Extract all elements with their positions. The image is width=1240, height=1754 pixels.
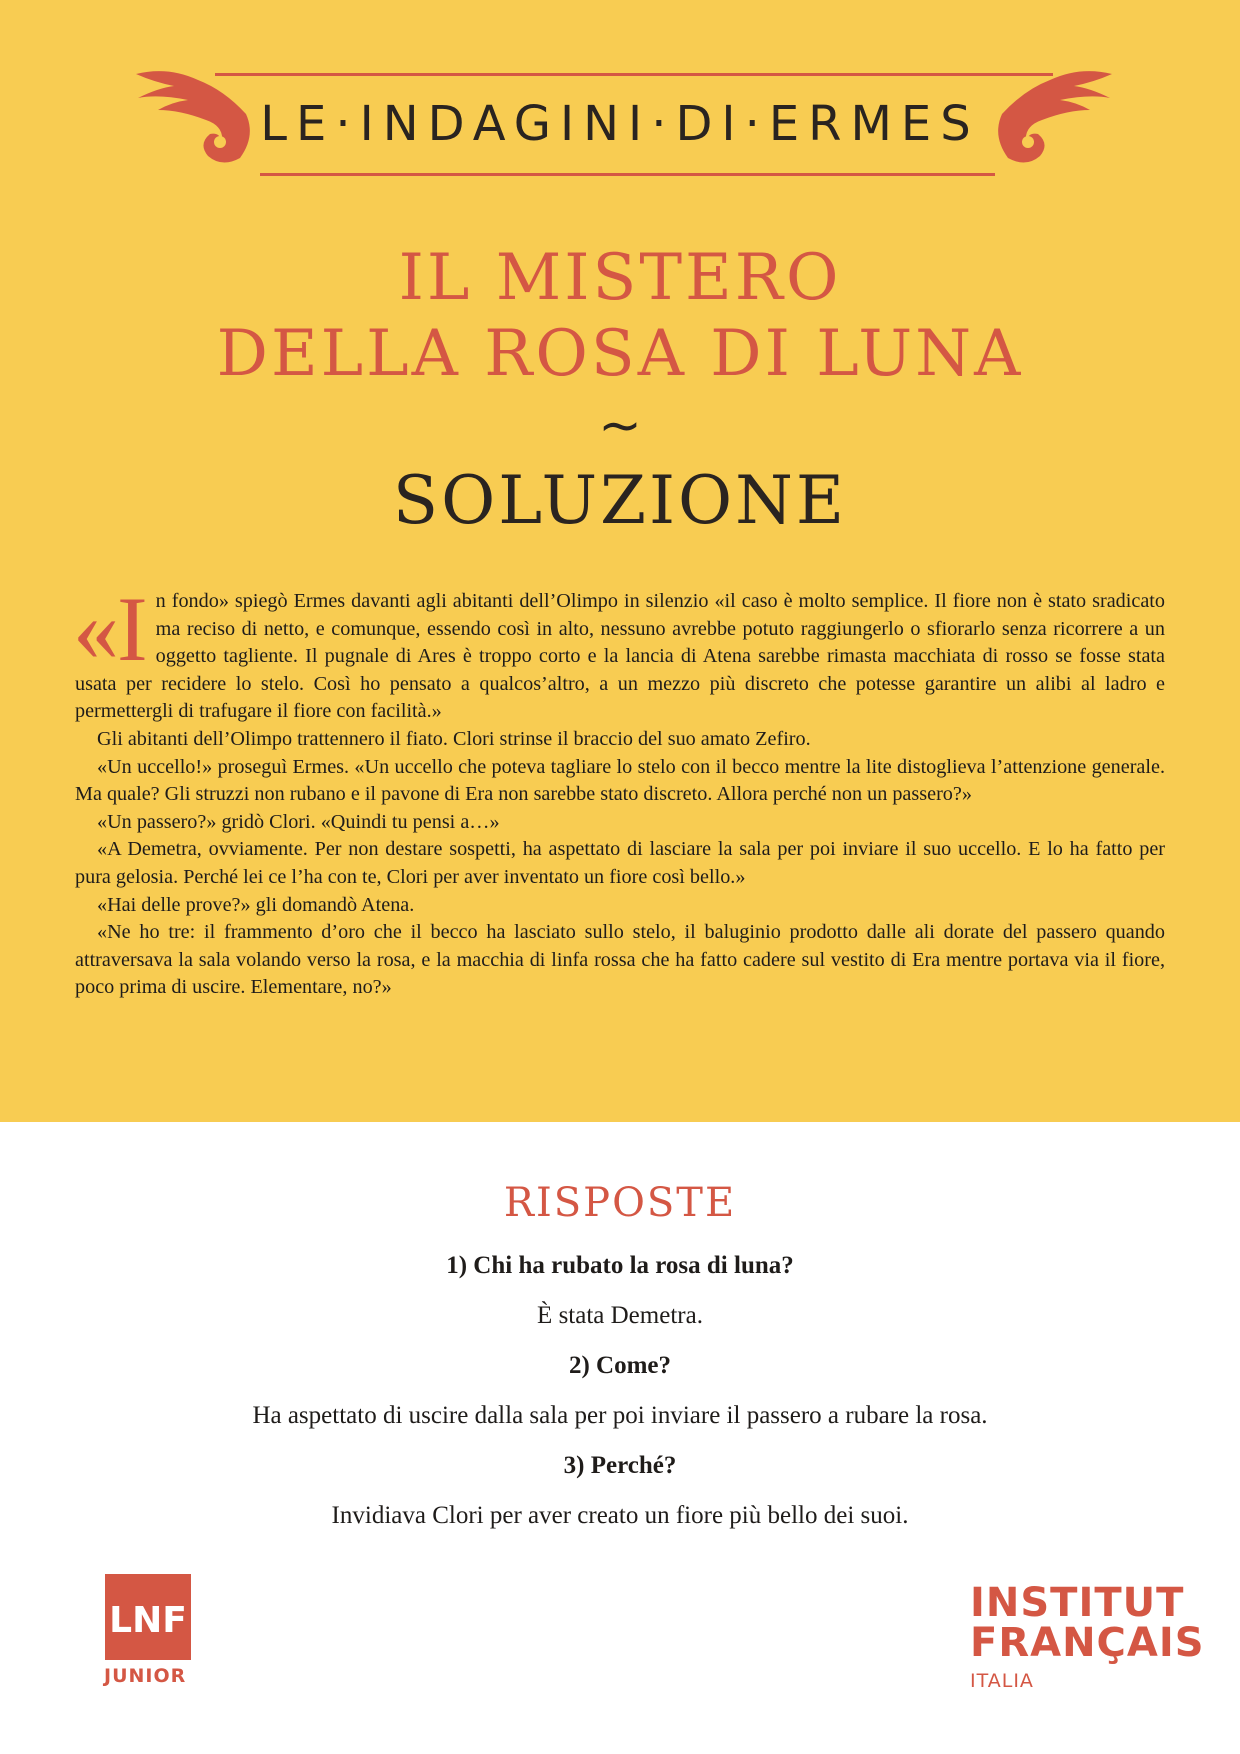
story-text	[73, 578, 1165, 1002]
story-paragraph: «Un uccello!» proseguì Ermes. «Un uccello che poteva tagliare lo stelo con il becco mentre la lite distoglieva l’attenzione generale. Ma quale? Gli struzzi non rubano e il pavone di Era non sarebbe stato discreto. Allora perché non un passero?»	[75, 755, 1165, 806]
title-separator: ~	[598, 396, 642, 456]
drop-cap: «I	[73, 578, 146, 680]
title-line-2: DELLA ROSA DI LUNA	[216, 317, 1024, 391]
series-title: LE·INDAGINI·DI·ERMES	[260, 96, 980, 152]
question-1: 1) Chi ha rubato la rosa di luna?	[446, 1252, 794, 1279]
question-3: 3) Perché?	[563, 1452, 677, 1479]
institut-logo-line-1: INSTITUT	[970, 1580, 1185, 1626]
answer-2: Ha aspettato di uscire dalla sala per poi inviare il passero a rubare la rosa.	[252, 1402, 988, 1429]
story-paragraph: «Hai delle prove?» gli domandò Atena.	[97, 893, 415, 916]
lnf-junior-label: JUNIOR	[104, 1665, 187, 1687]
story-paragraph: Gli abitanti dell’Olimpo trattennero il fiato. Clori strinse il braccio del suo amato Zefiro.	[97, 727, 811, 750]
lnf-logo-icon	[105, 1574, 191, 1660]
lnf-logo	[105, 1574, 191, 1660]
institut-logo-line-2: FRANÇAIS	[970, 1620, 1205, 1666]
answers-title: RISPOSTE	[503, 1180, 737, 1226]
page-subtitle: SOLUZIONE	[392, 462, 848, 539]
story-paragraph: «In fondo» spiegò Ermes davanti agli abitanti dell’Olimpo in silenzio «il caso è molto semplice. Il fiore non è stato sradicato ma reciso di netto, e comunque, essendo così in alto, nessuno avrebbe potuto raggiungerlo o sfiorarlo senza ricorrere a un oggetto tagliente. Il pugnale di Ares è troppo corto e la lancia di Atena sarebbe rimasta macchiata di rosso se fosse stata usata per recidere lo stelo. Così ho pensato a qualcos’altro, a un mezzo più discreto che potesse garantire un alibi al ladro e permettergli di trafugare il fiore con facilità.»	[73, 578, 1165, 723]
title-line-1: IL MISTERO	[398, 241, 842, 315]
answer-3: Invidiava Clori per aver creato un fiore più bello dei suoi.	[331, 1502, 909, 1529]
question-2: 2) Come?	[568, 1352, 672, 1379]
answer-1: È stata Demetra.	[537, 1302, 703, 1329]
header-rule-top	[215, 73, 1053, 76]
header-rule-bottom	[260, 173, 995, 176]
story-paragraph: «A Demetra, ovviamente. Per non destare sospetti, ha aspettato di lasciare la sala per poi inviare il suo uccello. E lo ha fatto per pura gelosia. Perché lei ce l’ha con te, Clori per aver inventato un fiore così bello.»	[75, 838, 1165, 888]
institut-logo-line-3: ITALIA	[970, 1670, 1034, 1692]
story-paragraph: «Ne ho tre: il frammento d’oro che il becco ha lasciato sullo stelo, il baluginio prodotto dalle ali dorate del passero quando attraversava la sala volando verso la rosa, e la macchia di linfa rossa che ha fatto cadere sul vestito di Era mentre portava via il fiore, poco prima di uscire. Elementare, no?»	[75, 921, 1165, 999]
page-title	[0, 240, 1240, 392]
lnf-logo-letters: LNF	[109, 1600, 187, 1641]
story-paragraph: «Un passero?» gridò Clori. «Quindi tu pensi a…»	[97, 810, 500, 833]
